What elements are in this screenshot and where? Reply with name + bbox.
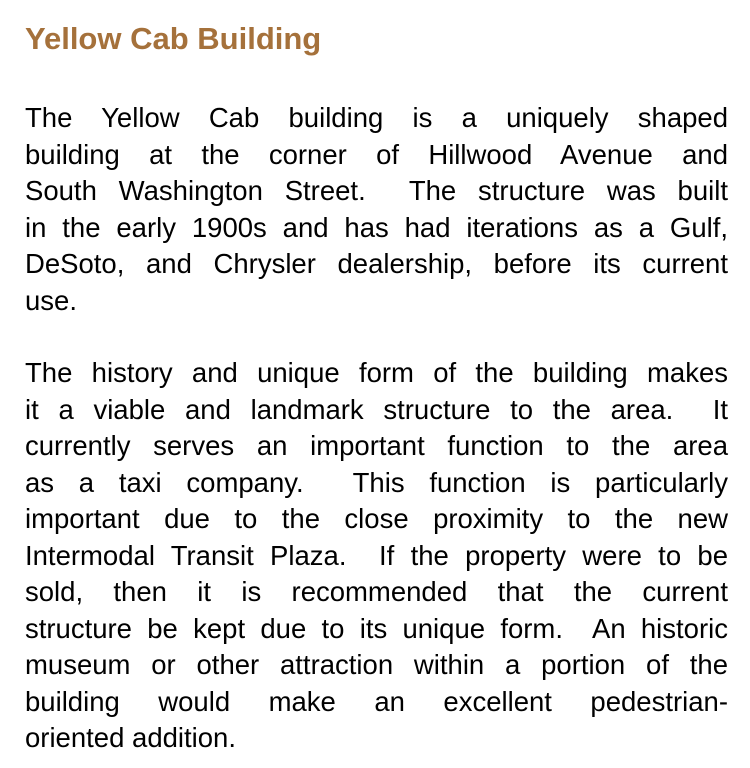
paragraph-building-description	[25, 100, 728, 319]
paragraph-history-recommendation	[25, 355, 728, 757]
text-line: DeSoto, and Chrysler dealership, before its current	[25, 248, 728, 279]
text-line: oriented addition.	[25, 722, 236, 753]
text-line: building would make an excellent pedestrian-	[25, 685, 728, 717]
text-line: as a taxi company. This function is particularly	[25, 466, 728, 498]
text-line: in the early 1900s and has had iterations as a Gulf,	[25, 211, 728, 243]
text-line: sold, then it is recommended that the current	[25, 576, 728, 607]
text-line: it a viable and landmark structure to the area. It	[25, 393, 728, 425]
text-line: use.	[25, 284, 77, 316]
text-line: important due to the close proximity to the new	[25, 503, 728, 534]
text-line: The Yellow Cab building is a uniquely shaped	[25, 102, 728, 133]
text-line: building at the corner of Hillwood Avenue and	[25, 138, 728, 170]
text-line: museum or other attraction within a portion of the	[25, 649, 728, 680]
text-line: South Washington Street. The structure was built	[25, 175, 728, 206]
text-line: The history and unique form of the building makes	[25, 357, 728, 388]
page-title: Yellow Cab Building	[25, 21, 322, 56]
text-line: currently serves an important function to the area	[25, 430, 728, 461]
text-line: structure be kept due to its unique form. An historic	[25, 612, 728, 644]
text-line: Intermodal Transit Plaza. If the property were to be	[25, 539, 728, 571]
